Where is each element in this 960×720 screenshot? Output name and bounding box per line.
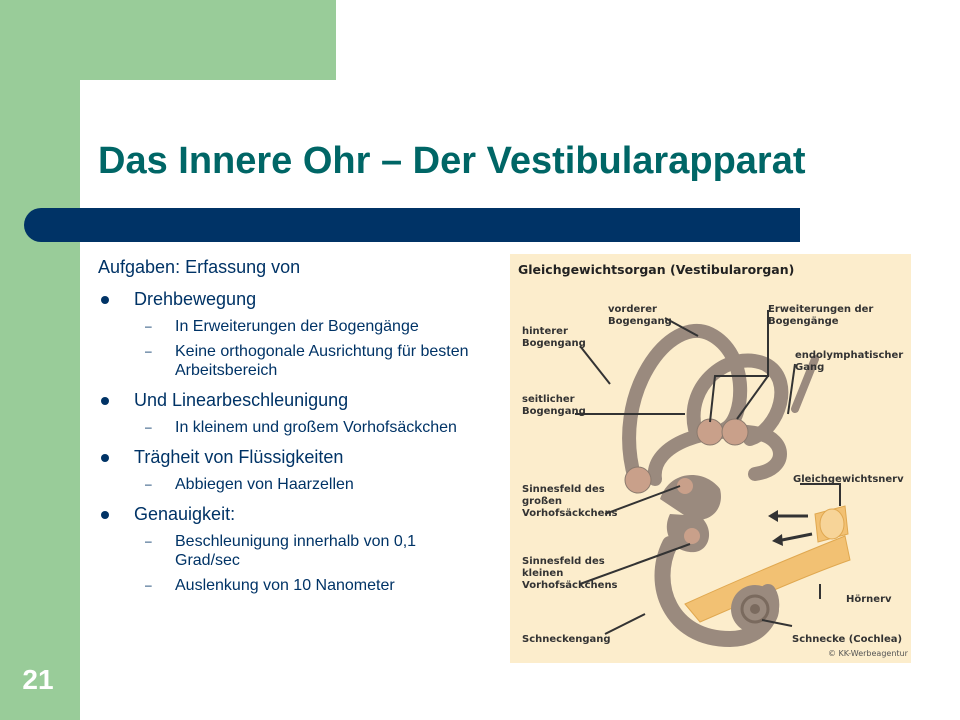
bullet-dot-icon bbox=[101, 454, 109, 462]
leader-line bbox=[580, 346, 610, 384]
sub-bullet-text: Abbiegen von Haarzellen bbox=[175, 476, 354, 493]
label-sinnesfeld-gross: Vorhofsäckchens bbox=[522, 508, 618, 519]
vestibular-organ-figure bbox=[510, 254, 911, 663]
label-erweiterungen: Erweiterungen der bbox=[768, 304, 874, 315]
nerve-end-shape bbox=[820, 509, 844, 539]
label-sinnesfeld-klein: Vorhofsäckchens bbox=[522, 580, 618, 591]
figure-copyright: © KK-Werbeagentur bbox=[828, 649, 908, 658]
content-corner bbox=[80, 80, 140, 140]
arrow-head-icon bbox=[768, 510, 778, 522]
top-accent-band bbox=[80, 0, 336, 80]
intro-text: Aufgaben: Erfassung von bbox=[98, 257, 301, 277]
label-sinnesfeld-gross: Sinnesfeld des bbox=[522, 484, 605, 495]
label-hinterer: Bogengang bbox=[522, 338, 586, 349]
bullet-dot-icon bbox=[101, 296, 109, 304]
sub-bullet-item bbox=[98, 532, 478, 570]
bullet-dot-icon bbox=[101, 511, 109, 519]
arrow-head-icon bbox=[772, 534, 783, 546]
label-hoernerv: Hörnerv bbox=[846, 594, 892, 605]
figure-title: Gleichgewichtsorgan (Vestibularorgan) bbox=[518, 262, 795, 277]
sub-bullet-text: In kleinem und großem Vorhofsäckchen bbox=[175, 419, 457, 436]
label-erweiterungen: Bogengänge bbox=[768, 316, 839, 327]
bullet-item bbox=[98, 388, 478, 412]
bullet-text: Trägheit von Flüssigkeiten bbox=[134, 447, 344, 467]
dash-icon: – bbox=[145, 344, 152, 358]
title-underline-bar bbox=[24, 208, 800, 242]
sub-bullet-item bbox=[98, 317, 478, 336]
cochlea-core-shape bbox=[750, 604, 760, 614]
sub-bullet-text: Keine orthogonale Ausrichtung für besten Arbeitsbereich bbox=[175, 343, 469, 379]
bullet-item bbox=[98, 502, 478, 526]
leader-line bbox=[605, 614, 645, 634]
label-hinterer: hinterer bbox=[522, 326, 568, 337]
sub-bullet-text: Auslenkung von 10 Nanometer bbox=[175, 577, 395, 594]
sub-bullet-item bbox=[98, 418, 478, 437]
dash-icon: – bbox=[145, 578, 152, 592]
ampulla-shape bbox=[625, 467, 651, 493]
sub-bullet-text: Beschleunigung innerhalb von 0,1 Grad/sec bbox=[175, 533, 417, 569]
bullet-text: Und Linearbeschleunigung bbox=[134, 390, 349, 410]
label-schneckengang: Schneckengang bbox=[522, 634, 611, 645]
dash-icon: – bbox=[145, 420, 152, 434]
dash-icon: – bbox=[145, 319, 152, 333]
bullet-text: Drehbewegung bbox=[134, 289, 257, 309]
ampulla-shape bbox=[722, 419, 748, 445]
label-seitlicher: Bogengang bbox=[522, 406, 586, 417]
slide-number: 21 bbox=[22, 664, 54, 695]
label-sinnesfeld-gross: großen bbox=[522, 496, 563, 507]
ampulla-shape bbox=[697, 419, 723, 445]
label-seitlicher: seitlicher bbox=[522, 394, 575, 405]
sub-bullet-item bbox=[98, 576, 478, 595]
sub-bullet-item bbox=[98, 342, 478, 380]
label-schnecke: Schnecke (Cochlea) bbox=[792, 634, 903, 645]
vestibular-organ-illustration bbox=[510, 254, 911, 663]
posterior-canal-shape bbox=[629, 331, 740, 479]
dash-icon: – bbox=[145, 477, 152, 491]
bullet-text: Genauigkeit: bbox=[134, 504, 236, 524]
label-endolymph: endolymphatischer bbox=[795, 350, 904, 361]
label-endolymph: Gang bbox=[795, 362, 825, 373]
saccule-macula-shape bbox=[684, 528, 700, 544]
slide-title: Das Innere Ohr – Der Vestibularapparat bbox=[98, 140, 806, 182]
label-gleichgewichtsnerv: Gleichgewichtsnerv bbox=[793, 474, 904, 485]
label-sinnesfeld-klein: Sinnesfeld des bbox=[522, 556, 605, 567]
leader-line bbox=[800, 484, 840, 506]
arrow-icon bbox=[782, 534, 812, 540]
bullet-dot-icon bbox=[101, 397, 109, 405]
label-vorderer: Bogengang bbox=[608, 316, 672, 327]
left-accent-band bbox=[0, 0, 80, 720]
label-sinnesfeld-klein: kleinen bbox=[522, 568, 564, 579]
label-vorderer: vorderer bbox=[608, 304, 657, 315]
bullet-item bbox=[98, 287, 478, 311]
sub-bullet-item bbox=[98, 475, 478, 494]
bullet-item bbox=[98, 445, 478, 469]
slide-body bbox=[98, 252, 478, 595]
sub-bullet-text: In Erweiterungen der Bogengänge bbox=[175, 318, 419, 335]
dash-icon: – bbox=[145, 534, 152, 548]
